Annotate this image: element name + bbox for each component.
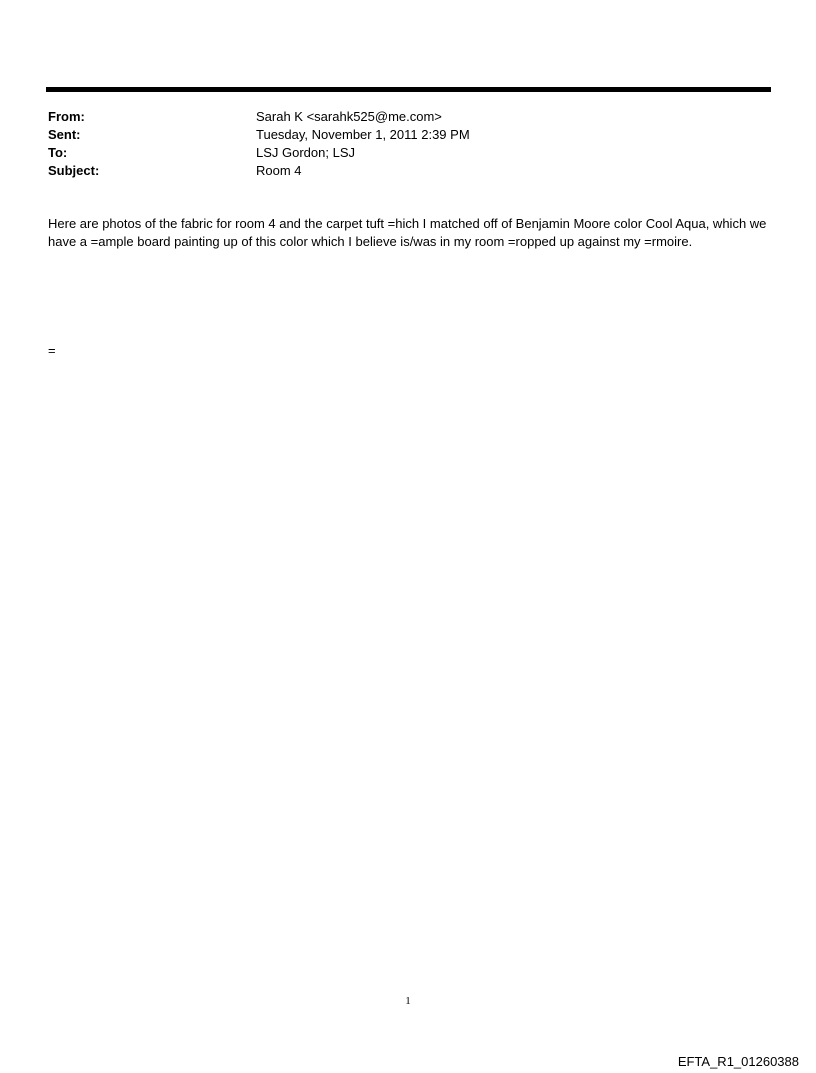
sent-label: Sent: bbox=[48, 127, 81, 142]
to-row bbox=[48, 144, 748, 162]
sent-value: Tuesday, November 1, 2011 2:39 PM bbox=[256, 127, 470, 142]
to-value: LSJ Gordon; LSJ bbox=[256, 145, 355, 160]
subject-row bbox=[48, 162, 748, 180]
email-body: Here are photos of the fabric for room 4 and the carpet tuft =hich I matched off of Benjamin Moore color Cool Aqua, which we have a =ample board painting up of this color which I believe is/was in my room =ropped up against my =rmoire. bbox=[48, 216, 767, 249]
header-divider bbox=[46, 87, 771, 92]
bates-number: EFTA_R1_01260388 bbox=[677, 1054, 799, 1069]
email-trailing-mark: = bbox=[48, 343, 56, 358]
subject-value: Room 4 bbox=[256, 163, 302, 178]
page-number: 1 bbox=[405, 995, 411, 1007]
from-label: From: bbox=[48, 109, 85, 124]
sent-row bbox=[48, 126, 748, 144]
to-label: To: bbox=[48, 145, 68, 160]
from-row bbox=[48, 108, 748, 126]
from-value: Sarah K <sarahk525@me.com> bbox=[256, 109, 442, 124]
email-header bbox=[48, 108, 748, 180]
subject-label: Subject: bbox=[48, 163, 100, 178]
